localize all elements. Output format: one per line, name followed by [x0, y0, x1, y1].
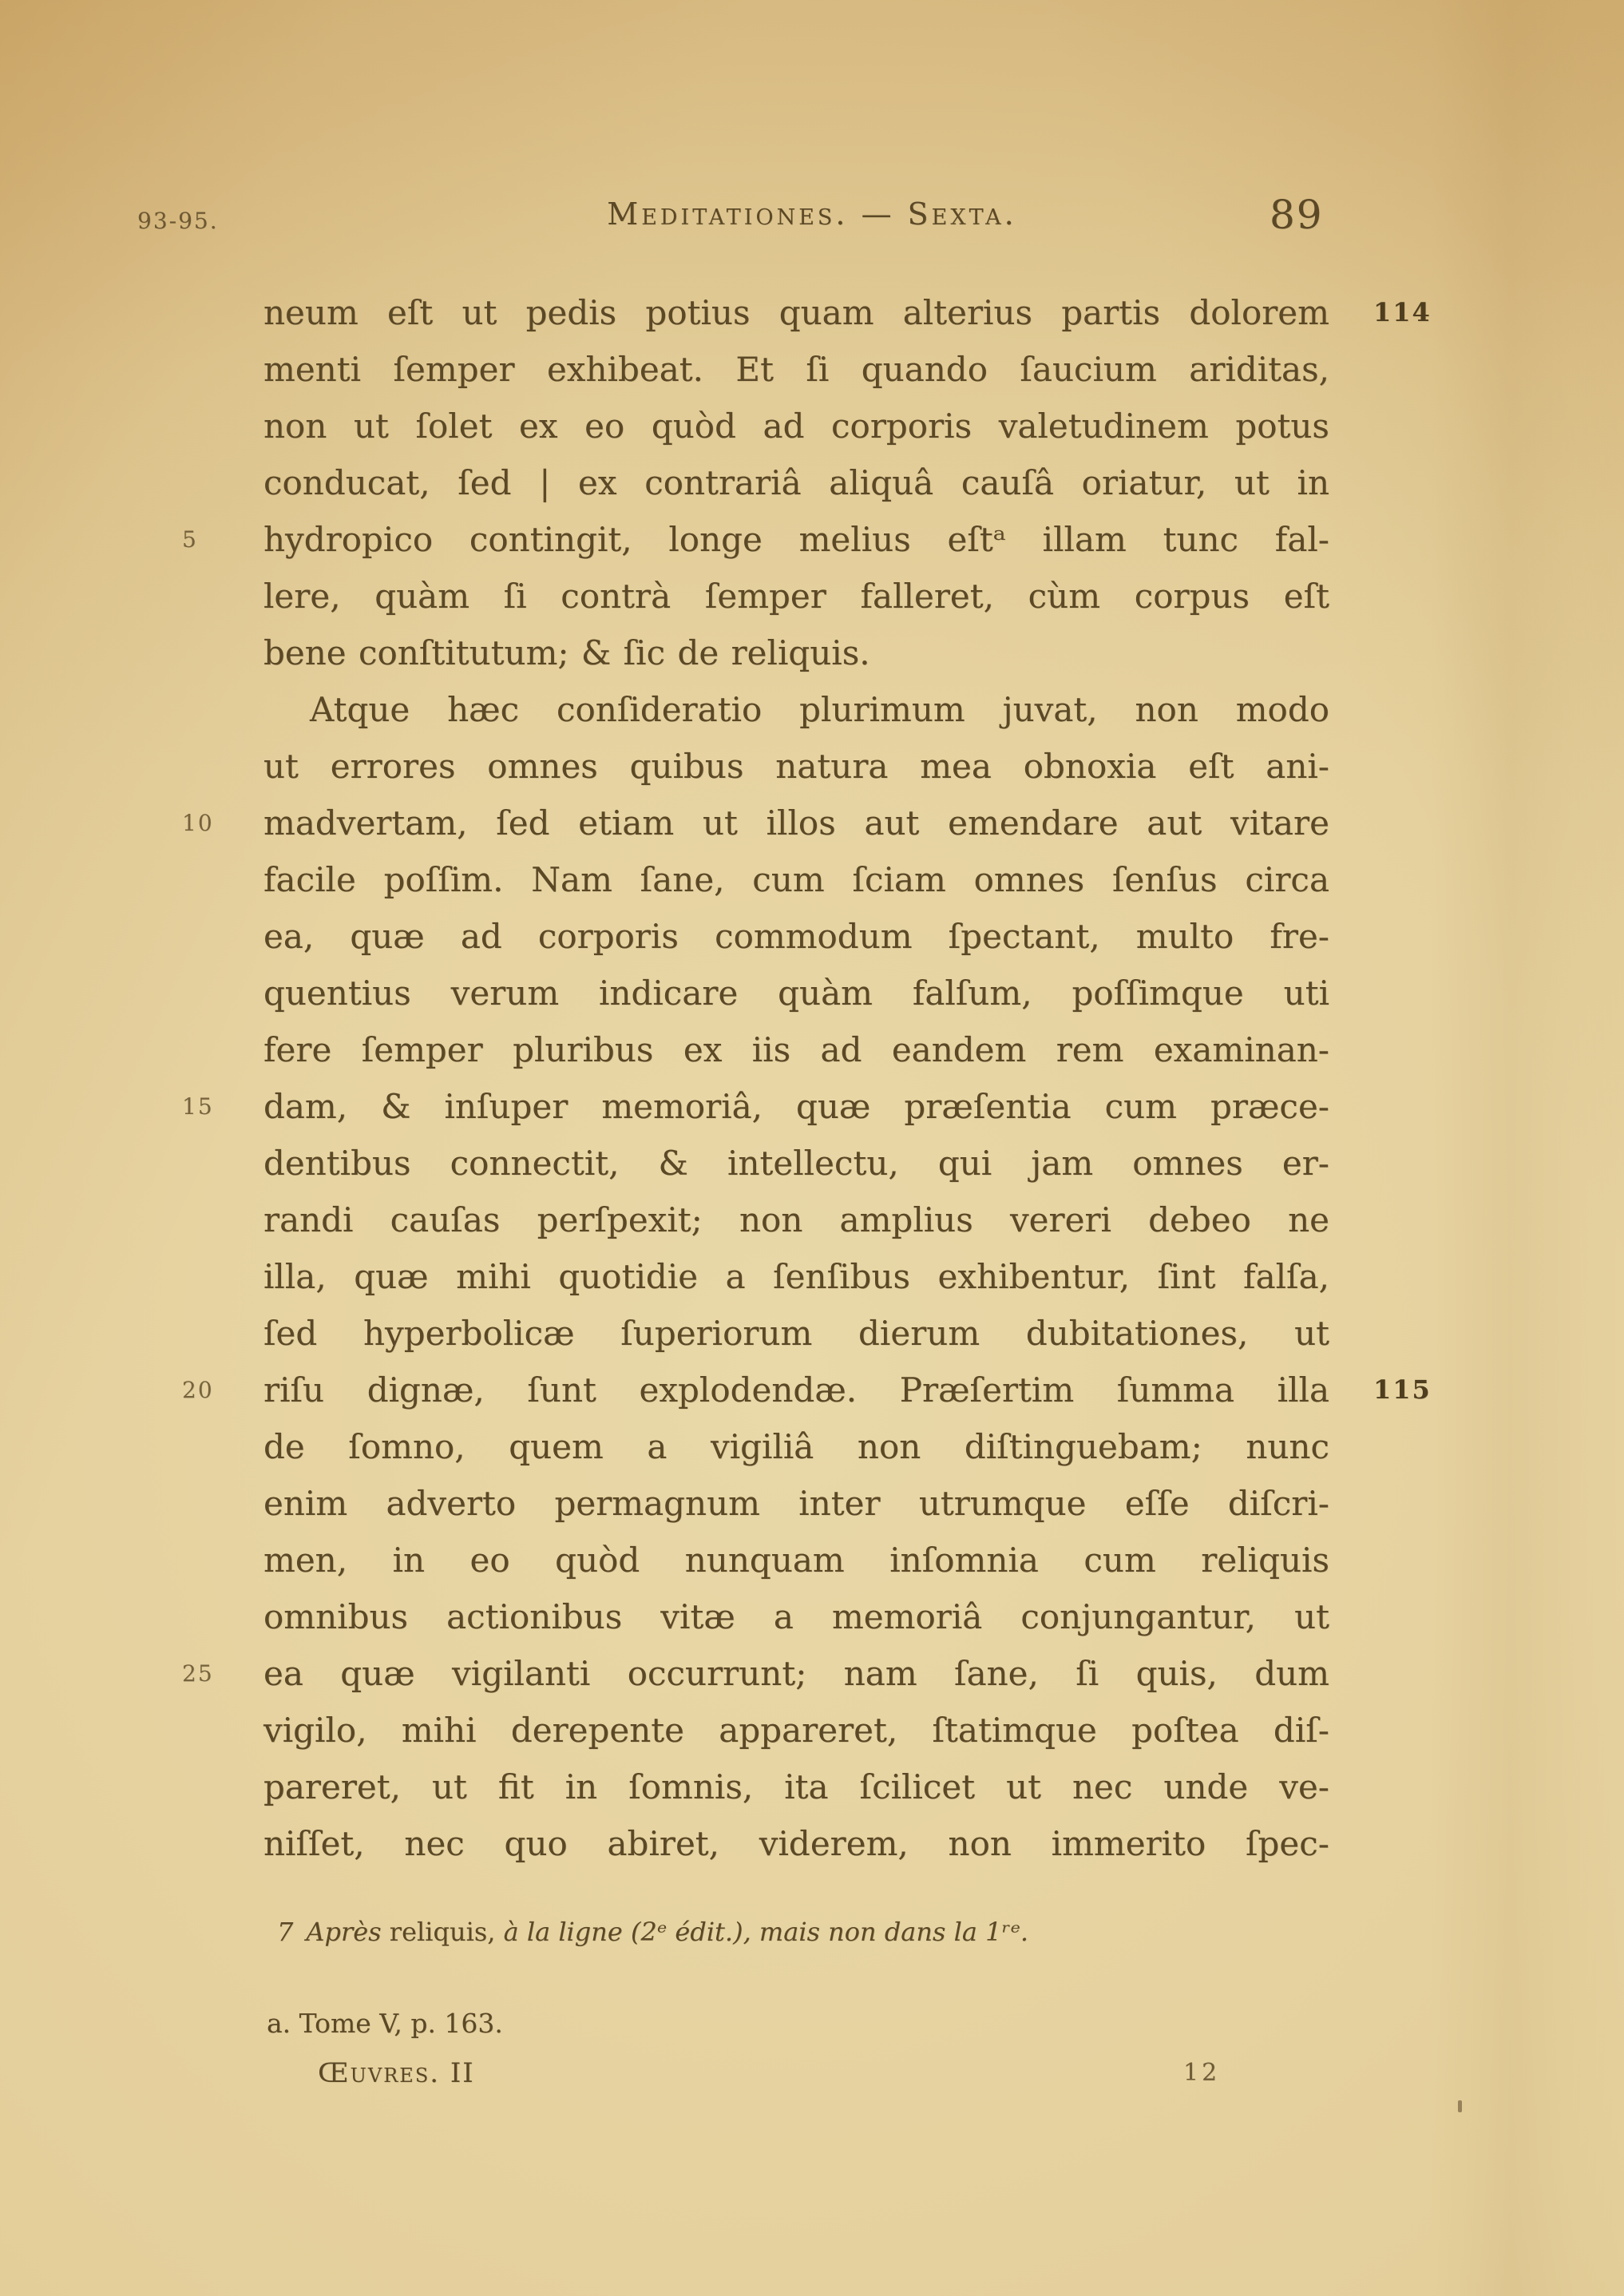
footnote	[277, 1915, 1235, 1949]
footnote-a: a. Tome V, p. 163.	[267, 2008, 503, 2039]
body-line-text: non ut ſolet ex eo quòd ad corporis valetudinem potus	[263, 406, 1329, 446]
body-line-text: niſſet, nec quo abiret, viderem, non immerito ſpec-	[263, 1824, 1329, 1863]
body-line-text: randi cauſas perſpexit; non amplius vereri debeo ne	[263, 1200, 1329, 1239]
body-line	[263, 1475, 1329, 1532]
volume-signature: Œuvres. II	[318, 2057, 475, 2089]
body-line	[263, 1305, 1329, 1362]
body-line	[263, 1021, 1329, 1078]
body-line-text: madvertam, ſed etiam ut illos aut emendare aut vitare	[263, 803, 1329, 843]
body-line-text: hydropico contingit, longe melius eſtᵃ illam tunc fal-	[263, 520, 1329, 559]
body-line	[263, 1759, 1329, 1815]
body-line-text: vigilo, mihi derepente appareret, ſtatimque poſtea diſ-	[263, 1711, 1329, 1750]
body-line-text: pareret, ut fit in ſomnis, ita ſcilicet ut nec unde ve-	[263, 1767, 1329, 1806]
body-line-text: Atque hæc conſideratio plurimum juvat, non modo	[310, 690, 1329, 729]
footnote-line-ref: 7	[277, 1917, 294, 1947]
line-number: 20	[182, 1377, 214, 1403]
body-line	[263, 851, 1329, 908]
body-line	[263, 625, 1329, 681]
body-text	[182, 284, 1432, 1872]
body-line-text: omnibus actionibus vitæ a memoriâ conjungantur, ut	[263, 1597, 1329, 1636]
body-line	[263, 568, 1329, 625]
body-line-text: men, in eo quòd nunquam inſomnia cum reliquis	[263, 1541, 1329, 1580]
body-line-text: quentius verum indicare quàm falſum, poſſimque uti	[263, 974, 1329, 1013]
body-line-text: conducat, ſed | ex contrariâ aliquâ cauſâ oriatur, ut in	[263, 463, 1329, 502]
body-line-text: menti ſemper exhibeat. Et ſi quando ſaucium ariditas,	[263, 350, 1329, 389]
body-line-text: dam, & inſuper memoriâ, quæ præſentia cum præce-	[263, 1087, 1329, 1126]
body-line-text: ea quæ vigilanti occurrunt; nam ſane, ſi quis, dum	[263, 1654, 1329, 1693]
margin-page-ref: 115	[1373, 1374, 1432, 1405]
body-line	[263, 681, 1329, 738]
body-line-text: enim adverto permagnum inter utrumque eſſe diſcri-	[263, 1484, 1329, 1523]
body-line	[263, 398, 1329, 454]
body-line-text: dentibus connectit, & intellectu, qui jam omnes er-	[263, 1144, 1329, 1183]
line-number: 10	[182, 810, 214, 836]
body-line	[263, 738, 1329, 795]
line-number: 5	[182, 526, 198, 553]
body-line-text: de ſomno, quem a vigiliâ non diſtinguebam; nunc	[263, 1427, 1329, 1466]
body-line	[182, 511, 1329, 568]
body-line	[263, 1815, 1329, 1872]
body-line-text: bene conſtitutum; & ſic de reliquis.	[263, 633, 870, 672]
body-line-text: ut errores omnes quibus natura mea obnoxia eſt ani-	[263, 747, 1329, 786]
body-line-text: facile poſſim. Nam ſane, cum ſciam omnes ſenſus circa	[263, 860, 1329, 899]
body-line	[263, 454, 1329, 511]
body-line-text: fere ſemper pluribus ex iis ad eandem rem examinan-	[263, 1030, 1329, 1069]
body-line-text: lere, quàm ſi contrà ſemper falleret, cùm corpus eſt	[263, 577, 1329, 616]
body-line-text: illa, quæ mihi quotidie a ſenſibus exhibentur, ſint falſa,	[263, 1257, 1329, 1296]
body-line	[263, 1248, 1329, 1305]
footnote-text: Après	[306, 1917, 390, 1947]
body-line	[263, 1135, 1329, 1192]
body-line	[182, 795, 1329, 851]
body-line	[263, 1702, 1329, 1759]
body-line-text: neum eſt ut pedis potius quam alterius partis dolorem	[263, 293, 1329, 332]
body-line	[263, 908, 1329, 965]
body-line	[182, 1078, 1329, 1135]
body-line	[263, 965, 1329, 1021]
line-number: 25	[182, 1660, 214, 1687]
footnote-lemma: reliquis,	[389, 1917, 496, 1947]
body-line	[182, 1362, 1432, 1418]
running-title: Meditationes. — Sexta.	[607, 196, 1017, 232]
body-line	[263, 1192, 1329, 1248]
body-line	[263, 284, 1432, 341]
body-line	[263, 1418, 1329, 1475]
body-line-text: ea, quæ ad corporis commodum ſpectant, multo fre-	[263, 917, 1329, 956]
body-line-text: ſed hyperbolicæ ſuperiorum dierum dubitationes, ut	[263, 1314, 1329, 1353]
body-line-text: riſu dignæ, ſunt explodendæ. Præſertim ſumma illa	[263, 1370, 1329, 1410]
body-line	[263, 341, 1329, 398]
page-number: 89	[1269, 192, 1324, 238]
header-margin-ref: 93-95.	[137, 208, 219, 234]
body-line	[263, 1588, 1329, 1645]
sheet-number: 12	[1183, 2059, 1221, 2087]
body-line	[263, 1532, 1329, 1588]
line-number: 15	[182, 1093, 214, 1120]
body-line	[182, 1645, 1329, 1702]
scan-artifact-mark	[1458, 2100, 1462, 2112]
margin-page-ref: 114	[1373, 297, 1432, 327]
footnote-text: à la ligne (2ᵉ édit.), mais non dans la 1ʳᵉ.	[495, 1917, 1029, 1947]
